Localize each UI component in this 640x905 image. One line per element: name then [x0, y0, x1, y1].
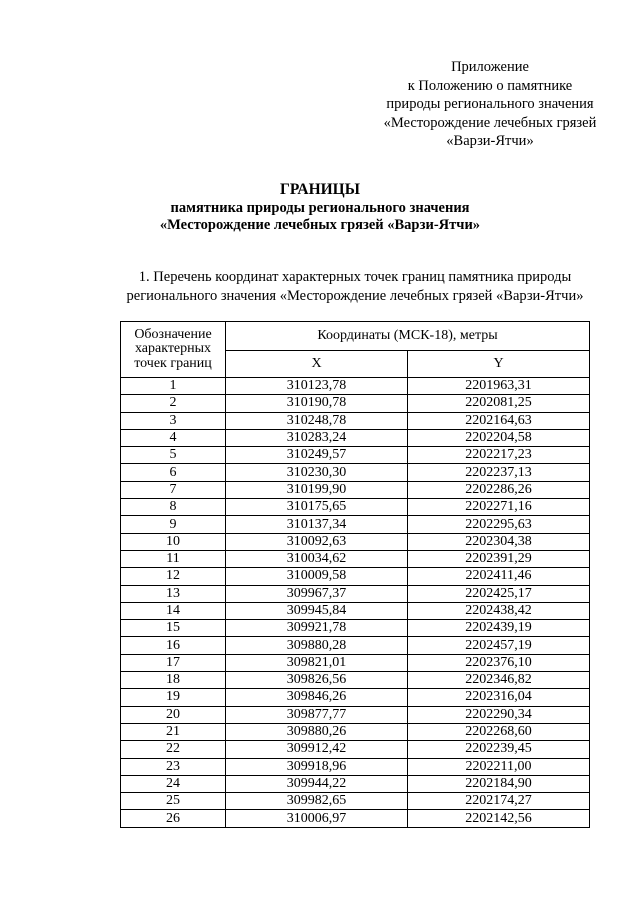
- header-point-line-2: характерных: [134, 341, 212, 357]
- table-body: [121, 378, 590, 828]
- table-row: [121, 378, 590, 395]
- point-number-cell: 9: [121, 516, 226, 533]
- header-y: Y: [408, 351, 590, 378]
- x-coordinate-cell: 309944,22: [226, 775, 408, 792]
- x-coordinate-cell: 310092,63: [226, 533, 408, 550]
- point-number-cell: 7: [121, 481, 226, 498]
- point-number-cell: 5: [121, 447, 226, 464]
- point-number-cell: 21: [121, 723, 226, 740]
- x-coordinate-cell: 309880,28: [226, 637, 408, 654]
- appendix-line-5: «Варзи-Ятчи»: [446, 133, 534, 150]
- x-coordinate-cell: 309982,65: [226, 793, 408, 810]
- x-coordinate-cell: 310190,78: [226, 395, 408, 412]
- appendix-line-4: «Месторождение лечебных грязей: [383, 114, 597, 131]
- point-number-cell: 1: [121, 378, 226, 395]
- y-coordinate-cell: 2202204,58: [408, 429, 590, 446]
- header-point-designation: [121, 322, 226, 378]
- y-coordinate-cell: 2202411,46: [408, 568, 590, 585]
- x-coordinate-cell: 310123,78: [226, 378, 408, 395]
- y-coordinate-cell: 2202268,60: [408, 723, 590, 740]
- table-row: [121, 602, 590, 619]
- title-sub-line-1: памятника природы регионального значения: [170, 200, 470, 216]
- table-row: [121, 810, 590, 827]
- point-number-cell: 24: [121, 775, 226, 792]
- document-title: [80, 180, 560, 234]
- x-coordinate-cell: 310283,24: [226, 429, 408, 446]
- point-number-cell: 12: [121, 568, 226, 585]
- appendix-line-2: к Положению о памятнике: [407, 77, 573, 94]
- point-number-cell: 15: [121, 620, 226, 637]
- y-coordinate-cell: 2202295,63: [408, 516, 590, 533]
- table-row: [121, 568, 590, 585]
- x-coordinate-cell: 309967,37: [226, 585, 408, 602]
- table-row: [121, 620, 590, 637]
- y-coordinate-cell: 2202304,38: [408, 533, 590, 550]
- table-row: [121, 758, 590, 775]
- table-header-row: [121, 322, 590, 351]
- y-coordinate-cell: 2202164,63: [408, 412, 590, 429]
- point-number-cell: 3: [121, 412, 226, 429]
- x-coordinate-cell: 309826,56: [226, 672, 408, 689]
- point-number-cell: 18: [121, 672, 226, 689]
- table-row: [121, 723, 590, 740]
- table-row: [121, 550, 590, 567]
- table-row: [121, 689, 590, 706]
- y-coordinate-cell: 2202239,45: [408, 741, 590, 758]
- table-row: [121, 395, 590, 412]
- y-coordinate-cell: 2202290,34: [408, 706, 590, 723]
- y-coordinate-cell: 2202316,04: [408, 689, 590, 706]
- y-coordinate-cell: 2202425,17: [408, 585, 590, 602]
- x-coordinate-cell: 310009,58: [226, 568, 408, 585]
- x-coordinate-cell: 310199,90: [226, 481, 408, 498]
- x-coordinate-cell: 310249,57: [226, 447, 408, 464]
- point-number-cell: 10: [121, 533, 226, 550]
- x-coordinate-cell: 310137,34: [226, 516, 408, 533]
- point-number-cell: 17: [121, 654, 226, 671]
- x-coordinate-cell: 310006,97: [226, 810, 408, 827]
- table-row: [121, 672, 590, 689]
- appendix-note: [370, 58, 610, 151]
- table-row: [121, 775, 590, 792]
- appendix-line-3: природы регионального значения: [386, 96, 594, 113]
- table-row: [121, 429, 590, 446]
- point-number-cell: 4: [121, 429, 226, 446]
- point-number-cell: 2: [121, 395, 226, 412]
- point-number-cell: 6: [121, 464, 226, 481]
- y-coordinate-cell: 2202376,10: [408, 654, 590, 671]
- x-coordinate-cell: 309945,84: [226, 602, 408, 619]
- y-coordinate-cell: 2202457,19: [408, 637, 590, 654]
- x-coordinate-cell: 309846,26: [226, 689, 408, 706]
- x-coordinate-cell: 309877,77: [226, 706, 408, 723]
- section-heading-line-1: 1. Перечень координат характерных точек границ памятника природы: [138, 269, 572, 285]
- y-coordinate-cell: 2202217,23: [408, 447, 590, 464]
- table-row: [121, 654, 590, 671]
- point-number-cell: 14: [121, 602, 226, 619]
- point-number-cell: 11: [121, 550, 226, 567]
- table-row: [121, 516, 590, 533]
- point-number-cell: 19: [121, 689, 226, 706]
- header-point-line-3: точек границ: [134, 355, 212, 371]
- y-coordinate-cell: 2202391,29: [408, 550, 590, 567]
- table-row: [121, 412, 590, 429]
- point-number-cell: 25: [121, 793, 226, 810]
- point-number-cell: 13: [121, 585, 226, 602]
- x-coordinate-cell: 310230,30: [226, 464, 408, 481]
- x-coordinate-cell: 309921,78: [226, 620, 408, 637]
- table-row: [121, 533, 590, 550]
- x-coordinate-cell: 310248,78: [226, 412, 408, 429]
- point-number-cell: 26: [121, 810, 226, 827]
- title-main: ГРАНИЦЫ: [280, 181, 360, 198]
- coordinates-table: [120, 321, 590, 828]
- y-coordinate-cell: 2202081,25: [408, 395, 590, 412]
- x-coordinate-cell: 309880,26: [226, 723, 408, 740]
- point-number-cell: 16: [121, 637, 226, 654]
- point-number-cell: 20: [121, 706, 226, 723]
- header-point-line-1: Обозначение: [134, 326, 212, 342]
- y-coordinate-cell: 2202286,26: [408, 481, 590, 498]
- x-coordinate-cell: 309821,01: [226, 654, 408, 671]
- y-coordinate-cell: 2201963,31: [408, 378, 590, 395]
- x-coordinate-cell: 310034,62: [226, 550, 408, 567]
- y-coordinate-cell: 2202142,56: [408, 810, 590, 827]
- y-coordinate-cell: 2202184,90: [408, 775, 590, 792]
- title-sub-line-2: «Месторождение лечебных грязей «Варзи-Ятчи»: [159, 217, 481, 233]
- table-row: [121, 585, 590, 602]
- x-coordinate-cell: 310175,65: [226, 499, 408, 516]
- y-coordinate-cell: 2202439,19: [408, 620, 590, 637]
- table-row: [121, 499, 590, 516]
- x-coordinate-cell: 309918,96: [226, 758, 408, 775]
- appendix-line-1: Приложение: [451, 59, 529, 75]
- section-heading: [100, 268, 610, 306]
- table-row: [121, 464, 590, 481]
- x-coordinate-cell: 309912,42: [226, 741, 408, 758]
- y-coordinate-cell: 2202438,42: [408, 602, 590, 619]
- y-coordinate-cell: 2202271,16: [408, 499, 590, 516]
- table-row: [121, 793, 590, 810]
- point-number-cell: 22: [121, 741, 226, 758]
- header-coordinates: Координаты (МСК-18), метры: [226, 322, 590, 351]
- section-heading-line-2: регионального значения «Месторождение лечебных грязей «Варзи-Ятчи»: [126, 288, 584, 304]
- y-coordinate-cell: 2202237,13: [408, 464, 590, 481]
- table-row: [121, 637, 590, 654]
- y-coordinate-cell: 2202211,00: [408, 758, 590, 775]
- y-coordinate-cell: 2202346,82: [408, 672, 590, 689]
- point-number-cell: 23: [121, 758, 226, 775]
- point-number-cell: 8: [121, 499, 226, 516]
- table-row: [121, 706, 590, 723]
- header-x: X: [226, 351, 408, 378]
- table-row: [121, 481, 590, 498]
- y-coordinate-cell: 2202174,27: [408, 793, 590, 810]
- table-row: [121, 741, 590, 758]
- table-row: [121, 447, 590, 464]
